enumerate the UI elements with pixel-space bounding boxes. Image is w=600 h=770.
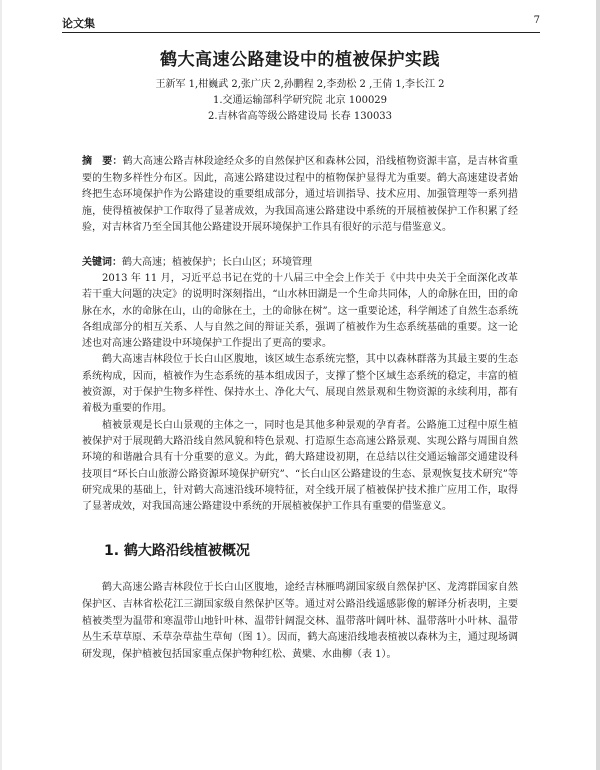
intro-paragraph: 植被景观是长白山景观的主体之一，同时也是其他多种景观的孕育者。公路施工过程中原生植被保护对于展现鹤大路沿线自然风貌和特色景观、打造原生态高速公路景观、实现公路与周围自然环境的和谐融合具有十分重要的意义。为此，鹤大路建设初期，在总结以往交通运输部交通建设科技项目“环长白山旅游公路资源环境保护研究”、“长白山区公路建设的生态、景观恢复技术研究”等研究成果的基础上，针对鹤大高速沿线环境特征，对全线开展了植被保护技术推广应用工作，取得了显著成效，对我国高速公路建设中系统的开展植被保护工作具有重要的借鉴意义。 xyxy=(82,419,518,513)
abstract xyxy=(82,154,518,237)
section-body xyxy=(82,580,518,664)
intro-paragraph: 鹤大高速吉林段位于长白山区腹地，该区域生态系统完整，其中以森林群落为其最主要的生态系统构成，因而，植被作为生态系统的基本组成因子，支撑了整个区域生态系统的稳定，丰富的植被资源，对于保护生物多样性、保持水土、净化大气、展现自然景观和生物资源的永续利用，都有着极为重要的作用。 xyxy=(82,354,518,415)
paper-title: 鹤大高速公路建设中的植被保护实践 xyxy=(160,50,440,70)
keywords-text: 鹤大高速；植被保护；长白山区；环境管理 xyxy=(122,257,312,268)
introduction xyxy=(82,271,518,515)
keywords-label: 关键词： xyxy=(82,257,122,268)
page-number: 7 xyxy=(533,15,540,26)
affiliation-2: 2.吉林省高等级公路建设局 长春 130033 xyxy=(207,111,393,122)
affiliation-1: 1.交通运输部科学研究院 北京 100029 xyxy=(212,95,388,106)
author-list: 王新军 1,柑巍武 2,张广庆 2,孙鹏程 2,李劲松 2 ,王倩 1,李长江 2 xyxy=(155,79,445,90)
journal-name: 论文集 xyxy=(62,17,95,30)
section-heading: 1. 鹤大路沿线植被概况 xyxy=(104,543,250,559)
section-paragraph: 鹤大高速公路吉林段位于长白山区腹地，途经吉林雁鸣湖国家级自然保护区、龙湾群国家自然保护区、吉林省松花江三湖国家级自然保护区等。通过对公路沿线遥感影像的解译分析表明，主要植被类型为温带和寒温带山地针叶林、温带针阔混交林、温带落叶阔叶林、温带落叶小叶林、温带丛生禾草草原、禾草杂草盐生草甸（图 1）。因而，鹤大高速沿线地表植被以森林为主，通过现场调研发现，保护植被包括国家重点保护物种红松、黄檗、水曲柳（表 1）。 xyxy=(82,582,518,661)
abstract-label: 摘 要： xyxy=(82,156,123,167)
abstract-text: 鹤大高速公路吉林段途经众多的自然保护区和森林公园，沿线植物资源丰富，是吉林省重要的生物多样性分布区。因此，高速公路建设过程中的植物保护显得尤为重要。鹤大高速建设者始终把生态环境保护作为公路建设的重要组成部分，通过培训指导、技术应用、加强管理等一系列措施，使得植被保护工作取得了显著成效，为我国高速公路建设中系统的开展植被保护工作积累了经验，对吉林省乃至全国其他公路建设开展环境保护工作具有很好的示范与借鉴意义。 xyxy=(82,156,519,234)
running-header xyxy=(62,14,540,33)
intro-paragraph: 2013 年 11 月，习近平总书记在党的十八届三中全会上作关于《中共中央关于全面深化改革若干重大问题的决定》的说明时深刻指出，“山水林田湖是一个生命共同体，人的命脉在田，田的命脉在水，水的命脉在山，山的命脉在土，土的命脉在树”。这一重要论述，科学阐述了自然生态系统各组成部分的相互关系、人与自然之间的辩证关系，强调了植被作为生态系统基础的重要。这一论述也对高速公路建设中环境保护工作提出了更高的要求。 xyxy=(82,273,518,350)
keywords xyxy=(82,255,518,271)
